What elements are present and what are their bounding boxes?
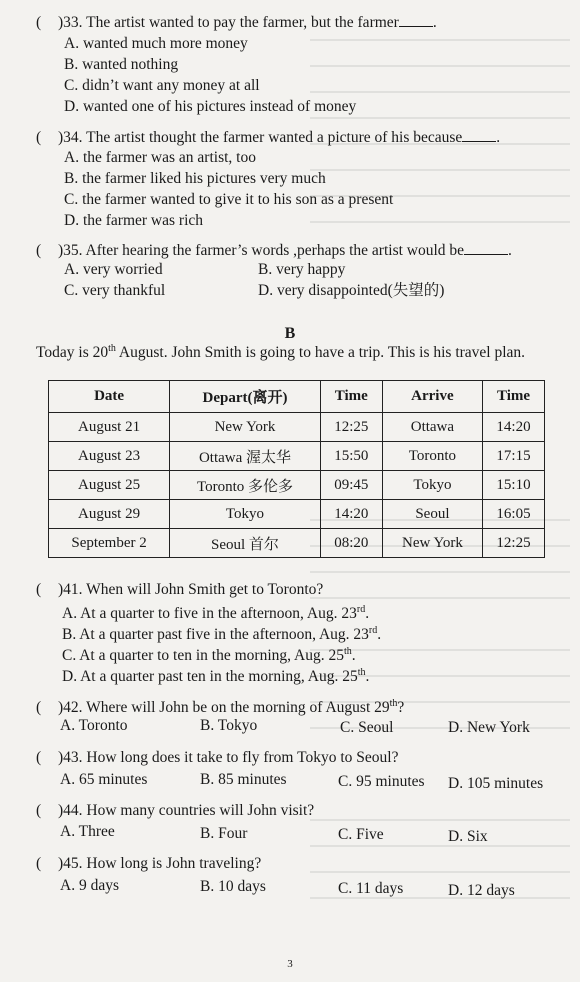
option-superscript: th <box>357 667 366 678</box>
table-row <box>49 500 545 529</box>
cell-date: August 21 <box>49 413 170 442</box>
question-text: )41. When will John Smith get to Toronto? <box>58 581 324 598</box>
question-superscript: th <box>389 698 398 709</box>
cell-date: August 25 <box>49 471 170 500</box>
answer-bracket[interactable]: ( <box>36 129 42 146</box>
option-text: A. At a quarter to five in the afternoon, Aug. 23 <box>62 605 357 623</box>
table-header-row <box>49 381 545 413</box>
q44-option-d[interactable]: D. Six <box>448 828 488 845</box>
q44-option-a[interactable]: A. Three <box>60 823 115 840</box>
cell-date: September 2 <box>49 529 170 558</box>
question-tail: . <box>432 14 437 31</box>
q43-option-c[interactable]: C. 95 minutes <box>338 773 425 790</box>
q34-option-b[interactable]: B. the farmer liked his pictures very much <box>64 170 326 187</box>
option-tail: . <box>377 626 382 644</box>
q34-option-c[interactable]: C. the farmer wanted to give it to his son as a present <box>64 191 394 208</box>
question-tail: . <box>496 129 501 146</box>
cell-depart: Toronto 多伦多 <box>170 471 321 500</box>
q35-option-b[interactable]: B. very happy <box>258 261 346 278</box>
q33-option-c[interactable]: C. didn’t want any money at all <box>64 77 260 94</box>
q45-option-d[interactable]: D. 12 days <box>448 882 515 899</box>
question-34 <box>36 127 500 149</box>
cell-arrive: Tokyo <box>382 471 482 500</box>
question-text: )35. After hearing the farmer’s words ,perhaps the artist would be <box>58 242 465 259</box>
cell-arrive: Seoul <box>382 500 482 529</box>
question-text: )34. The artist thought the farmer wanted a picture of his because <box>58 129 463 146</box>
question-text: )33. The artist wanted to pay the farmer, but the farmer <box>58 14 399 31</box>
column-header-depart: Depart(离开) <box>170 381 321 413</box>
cell-date: August 29 <box>49 500 170 529</box>
answer-bracket[interactable]: ( <box>36 242 42 259</box>
question-34-stem <box>36 127 500 149</box>
answer-bracket[interactable]: ( <box>36 749 42 766</box>
intro-text-b: August. John Smith is going to have a trip. This is his travel plan. <box>115 344 526 362</box>
question-44 <box>36 801 314 822</box>
table-row <box>49 529 545 558</box>
q44-option-b[interactable]: B. Four <box>200 825 248 842</box>
table-row <box>49 413 545 442</box>
section-intro <box>36 343 525 362</box>
q43-option-d[interactable]: D. 105 minutes <box>448 775 544 792</box>
cell-depart: Tokyo <box>170 500 321 529</box>
question-43-stem <box>36 748 398 769</box>
page-number: 3 <box>287 958 293 970</box>
option-tail: . <box>351 647 356 665</box>
q35-option-c[interactable]: C. very thankful <box>64 282 166 299</box>
question-35 <box>36 240 512 262</box>
option-text: D. At a quarter past ten in the morning, Aug. 25 <box>62 668 358 686</box>
option-superscript: th <box>343 646 352 657</box>
section-heading: B <box>284 325 296 342</box>
cell-depart-time: 12:25 <box>320 413 382 442</box>
q34-option-a[interactable]: A. the farmer was an artist, too <box>64 149 256 166</box>
q33-option-d[interactable]: D. wanted one of his pictures instead of money <box>64 98 357 115</box>
option-superscript: rd <box>356 604 366 615</box>
intro-text-a: Today is 20 <box>36 344 109 362</box>
question-text: )43. How long does it take to fly from Tokyo to Seoul? <box>58 749 399 766</box>
cell-depart-time: 14:20 <box>320 500 382 529</box>
q42-option-d[interactable]: D. New York <box>448 719 530 736</box>
q34-option-d[interactable]: D. the farmer was rich <box>64 212 204 229</box>
answer-bracket[interactable]: ( <box>36 581 42 598</box>
q42-option-c[interactable]: C. Seoul <box>340 719 394 736</box>
cell-depart-time: 09:45 <box>320 471 382 500</box>
table-row <box>49 471 545 500</box>
cell-arrive-time: 14:20 <box>483 413 545 442</box>
column-header-arrive-time: Time <box>483 381 545 413</box>
question-42-stem <box>36 694 404 719</box>
question-45-stem <box>36 854 261 875</box>
question-tail: . <box>508 242 512 259</box>
question-41 <box>36 580 323 601</box>
travel-plan-table <box>48 380 545 558</box>
option-text: B. At a quarter past five in the afternoon, Aug. 23 <box>62 626 369 644</box>
intro-superscript: th <box>108 343 116 354</box>
question-45 <box>36 854 261 875</box>
column-header-arrive: Arrive <box>382 381 482 413</box>
question-35-stem <box>36 240 512 262</box>
option-tail: . <box>365 605 370 623</box>
cell-arrive: Toronto <box>382 442 482 471</box>
q35-option-a[interactable]: A. very worried <box>64 261 163 278</box>
question-43 <box>36 748 398 769</box>
option-superscript: rd <box>368 625 378 636</box>
option-text: C. At a quarter to ten in the morning, Aug. 25 <box>62 647 344 665</box>
question-33-stem <box>36 12 437 34</box>
q33-option-a[interactable]: A. wanted much more money <box>64 35 248 52</box>
question-tail: ? <box>397 699 405 717</box>
cell-depart: Seoul 首尔 <box>170 529 321 558</box>
q41-option-d[interactable] <box>62 663 369 687</box>
column-header-depart-time: Time <box>320 381 382 413</box>
q35-option-d[interactable]: D. very disappointed(失望的) <box>258 282 445 299</box>
question-text: )44. How many countries will John visit? <box>58 802 315 819</box>
answer-bracket[interactable]: ( <box>36 699 42 717</box>
question-text: )45. How long is John traveling? <box>58 855 262 872</box>
q43-option-b[interactable]: B. 85 minutes <box>200 771 287 788</box>
cell-arrive-time: 17:15 <box>483 442 545 471</box>
option-tail: . <box>365 668 370 686</box>
cell-depart-time: 08:20 <box>320 529 382 558</box>
cell-arrive-time: 15:10 <box>483 471 545 500</box>
cell-arrive: New York <box>382 529 482 558</box>
q33-option-b[interactable]: B. wanted nothing <box>64 56 179 73</box>
answer-blank <box>462 127 496 142</box>
answer-bracket[interactable]: ( <box>36 855 42 872</box>
q44-option-c[interactable]: C. Five <box>338 826 384 843</box>
cell-depart-time: 15:50 <box>320 442 382 471</box>
cell-arrive-time: 16:05 <box>483 500 545 529</box>
q45-option-a[interactable]: A. 9 days <box>60 877 119 894</box>
answer-blank <box>464 240 508 255</box>
question-text: )42. Where will John be on the morning of August 29 <box>58 699 390 717</box>
question-33 <box>36 12 437 34</box>
cell-depart: New York <box>170 413 321 442</box>
cell-arrive: Ottawa <box>382 413 482 442</box>
question-42 <box>36 694 404 719</box>
cell-arrive-time: 12:25 <box>483 529 545 558</box>
answer-bracket[interactable]: ( <box>36 802 42 819</box>
q42-option-b[interactable]: B. Tokyo <box>200 717 258 734</box>
q42-option-a[interactable]: A. Toronto <box>60 717 128 734</box>
answer-bracket[interactable]: ( <box>36 14 42 31</box>
q45-option-b[interactable]: B. 10 days <box>200 878 266 895</box>
q43-option-a[interactable]: A. 65 minutes <box>60 771 148 788</box>
cell-date: August 23 <box>49 442 170 471</box>
q45-option-c[interactable]: C. 11 days <box>338 880 404 897</box>
table-row <box>49 442 545 471</box>
question-41-stem <box>36 580 323 601</box>
answer-blank <box>399 12 433 27</box>
cell-depart: Ottawa 渥太华 <box>170 442 321 471</box>
question-44-stem <box>36 801 314 822</box>
column-header-date: Date <box>49 381 170 413</box>
